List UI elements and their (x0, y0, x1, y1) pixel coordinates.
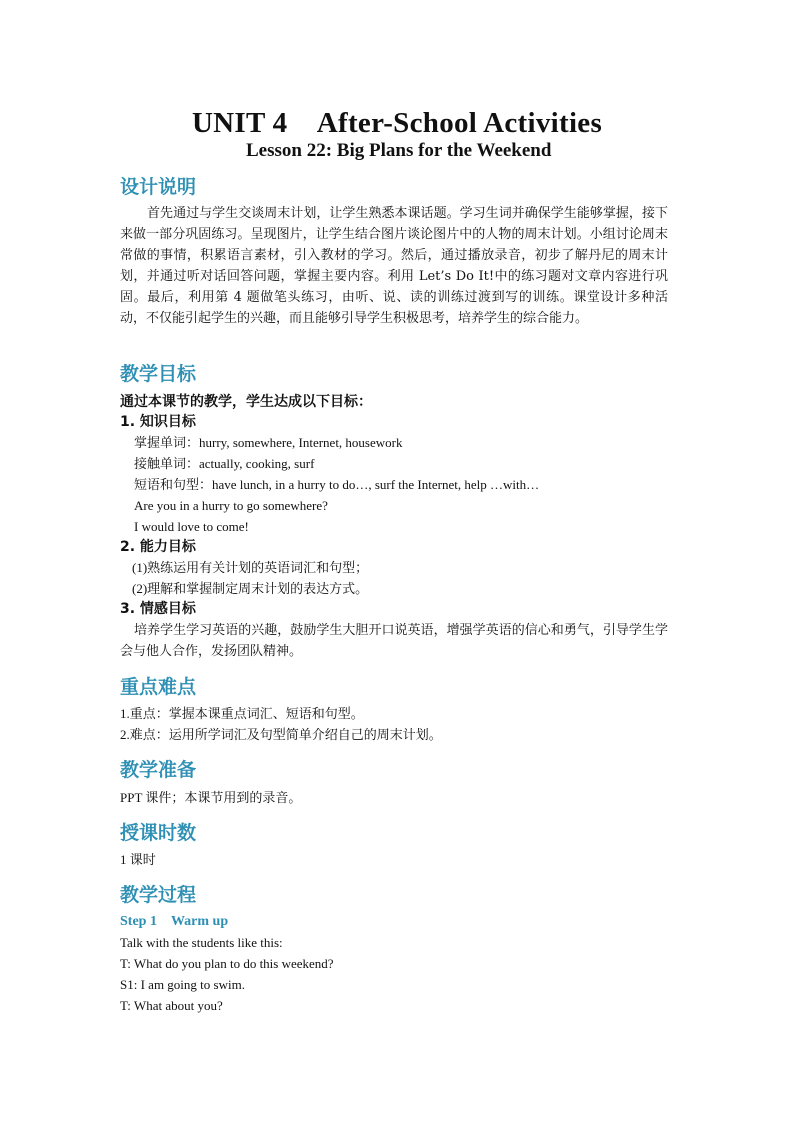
design-paragraph-text: 首先通过与学生交谈周末计划，让学生熟悉本课话题。学习生词并确保学生能够掌握，接下来做一部分巩固练习。呈现图片，让学生结合图片谈论图片中的人物的周末计划。小组讨论周末常做的事情，积累语言素材，引入教材的学习。然后，通过播放录音，初步了解丹尼的周末计划，并通过听对话回答问题，掌握主要内容。利用 Let’s Do It!中的练习题对文章内容进行巩固。最后，利用第 4 题做笔头练习，由听、说、读的训练过渡到写的训练。课堂设计多种活动，不仅能引起学生的兴趣，而且能够引导学生积极思考，培养学生的综合能力。 (120, 206, 668, 326)
knowledge-line: I would love to come! (134, 519, 249, 534)
ability-line: (2)理解和掌握制定周末计划的表达方式。 (132, 581, 369, 596)
ability-heading: 2. 能力目标 (120, 539, 196, 555)
lesson-subtitle: Lesson 22: Big Plans for the Weekend (246, 140, 552, 161)
hours-heading: 授课时数 (120, 822, 197, 844)
knowledge-line: Are you in a hurry to go somewhere? (134, 498, 328, 513)
step-1-heading: Step 1 Warm up (120, 914, 229, 929)
unit-title: UNIT 4 After-School Activities (191, 107, 603, 139)
process-heading: 教学过程 (120, 884, 197, 906)
design-paragraph (120, 203, 668, 329)
ability-line: (1)熟练运用有关计划的英语词汇和句型； (132, 560, 369, 575)
objectives-heading: 教学目标 (120, 363, 197, 385)
knowledge-line: 接触单词：actually, cooking, surf (134, 456, 315, 471)
key-point-line: 1.重点：掌握本课重点词汇、短语和句型。 (120, 706, 364, 721)
process-line: S1: I am going to swim. (120, 977, 245, 992)
process-line: T: What about you? (120, 998, 223, 1013)
knowledge-heading: 1. 知识目标 (120, 414, 196, 430)
key-point-line: 2.难点：运用所学词汇及句型简单介绍自己的周末计划。 (120, 727, 442, 742)
emotion-heading: 3. 情感目标 (120, 601, 196, 617)
hours-text: 1 课时 (120, 852, 156, 867)
preparation-heading: 教学准备 (120, 759, 197, 781)
preparation-text: PPT 课件；本课节用到的录音。 (120, 790, 302, 805)
objectives-intro: 通过本课节的教学，学生达成以下目标： (120, 394, 372, 410)
key-points-heading: 重点难点 (120, 676, 197, 698)
design-heading: 设计说明 (120, 176, 197, 198)
knowledge-line: 掌握单词：hurry, somewhere, Internet, housework (134, 435, 403, 450)
process-line: T: What do you plan to do this weekend? (120, 956, 334, 971)
emotion-paragraph (120, 620, 668, 662)
process-line: Talk with the students like this: (120, 935, 283, 950)
emotion-paragraph-text: 培养学生学习英语的兴趣，鼓励学生大胆开口说英语，增强学英语的信心和勇气，引导学生学会与他人合作，发扬团队精神。 (120, 623, 668, 659)
knowledge-line: 短语和句型：have lunch, in a hurry to do…, surf the Internet, help …with… (134, 477, 540, 492)
